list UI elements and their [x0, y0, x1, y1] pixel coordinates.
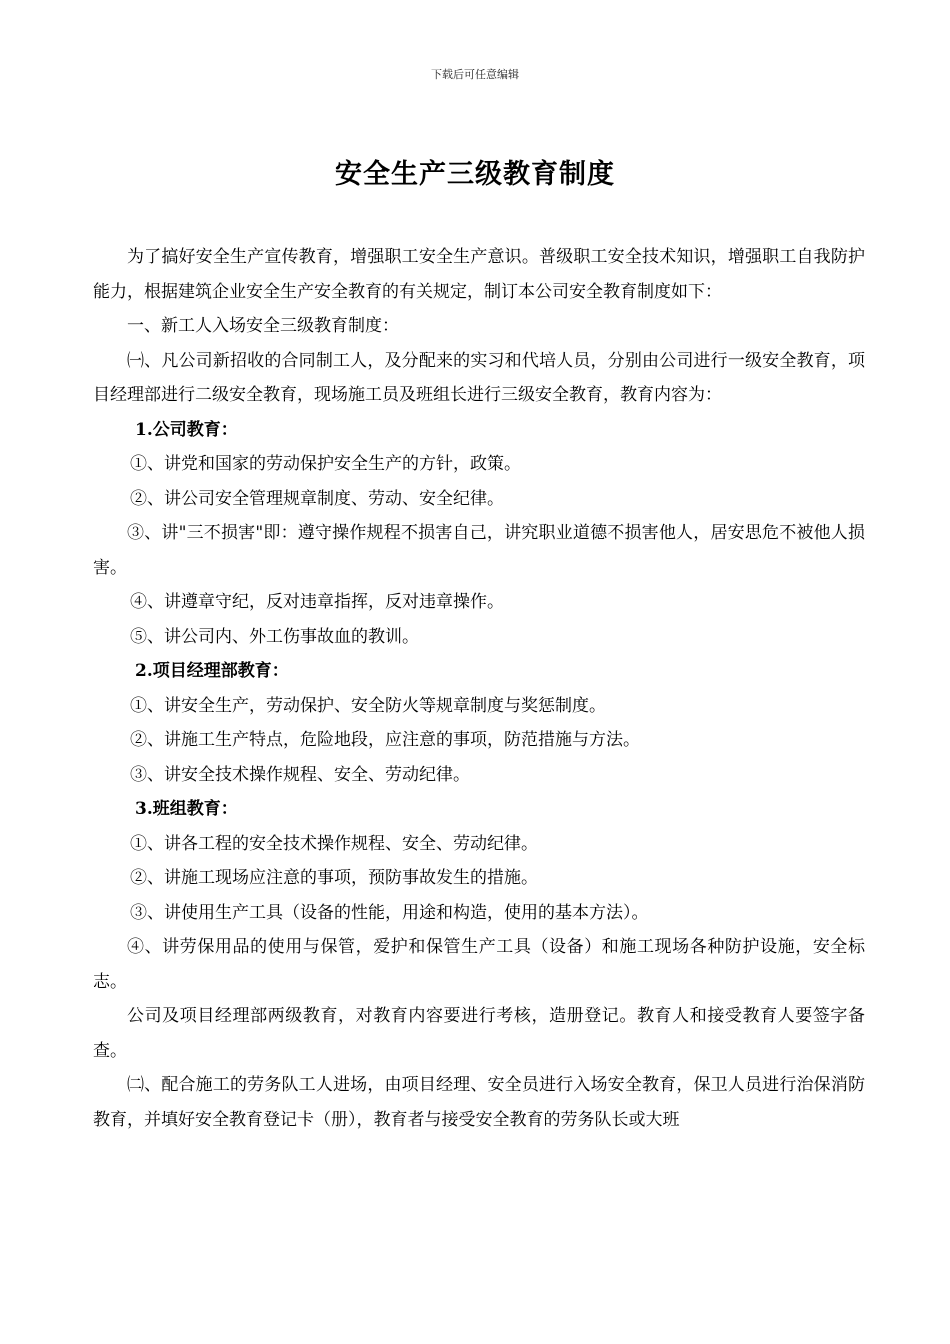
paragraph: ③、讲使用生产工具（设备的性能，用途和构造，使用的基本方法）。 — [130, 902, 649, 923]
document-title: 安全生产三级教育制度 — [335, 159, 615, 190]
paragraph: 1.公司教育： — [135, 419, 238, 440]
paragraph: 3.班组教育： — [135, 799, 238, 819]
paragraph: ①、讲安全生产，劳动保护、安全防火等规章制度与奖惩制度。 — [130, 695, 606, 716]
paragraph: 公司及项目经理部两级教育，对教育内容要进行考核，造册登记。教育人和接受教育人要签字备查。 — [93, 1006, 865, 1061]
paragraph: ②、讲施工现场应注意的事项，预防事故发生的措施。 — [130, 868, 538, 888]
header-note: 下载后可任意编辑 — [431, 68, 519, 81]
paragraph: 一、新工人入场安全三级教育制度： — [127, 316, 399, 336]
paragraph: ㈡、配合施工的劳务队工人进场，由项目经理、安全员进行入场安全教育，保卫人员进行治保消防教育，并填好安全教育登记卡（册），教育者与接受安全教育的劳务队长或大班 — [93, 1075, 865, 1130]
paragraph: ③、讲安全技术操作规程、安全、劳动纪律。 — [130, 764, 470, 785]
paragraph: ④、讲劳保用品的使用与保管，爱护和保管生产工具（设备）和施工现场各种防护设施，安全标志。 — [93, 937, 865, 992]
paragraph: ②、讲公司安全管理规章制度、劳动、安全纪律。 — [130, 488, 504, 509]
paragraph: ⑤、讲公司内、外工伤事故血的教训。 — [130, 626, 419, 647]
paragraph: 2.项目经理部教育： — [135, 661, 289, 681]
paragraph: 为了搞好安全生产宣传教育，增强职工安全生产意识。普级职工安全技术知识，增强职工自我防护能力，根据建筑企业安全生产安全教育的有关规定，制订本公司安全教育制度如下： — [93, 247, 865, 302]
paragraph: ④、讲遵章守纪，反对违章指挥，反对违章操作。 — [130, 592, 504, 612]
paragraph: ①、讲党和国家的劳动保护安全生产的方针，政策。 — [130, 454, 521, 474]
document-body — [93, 240, 865, 1137]
paragraph: ㈠、凡公司新招收的合同制工人，及分配来的实习和代培人员，分别由公司进行一级安全教育，项目经理部进行二级安全教育，现场施工员及班组长进行三级安全教育，教育内容为： — [93, 350, 865, 405]
paragraph: ③、讲"三不损害"即：遵守操作规程不损害自己，讲究职业道德不损害他人，居安思危不被他人损害。 — [93, 523, 865, 578]
paragraph: ①、讲各工程的安全技术操作规程、安全、劳动纪律。 — [130, 833, 538, 854]
paragraph: ②、讲施工生产特点，危险地段，应注意的事项，防范措施与方法。 — [130, 730, 640, 750]
